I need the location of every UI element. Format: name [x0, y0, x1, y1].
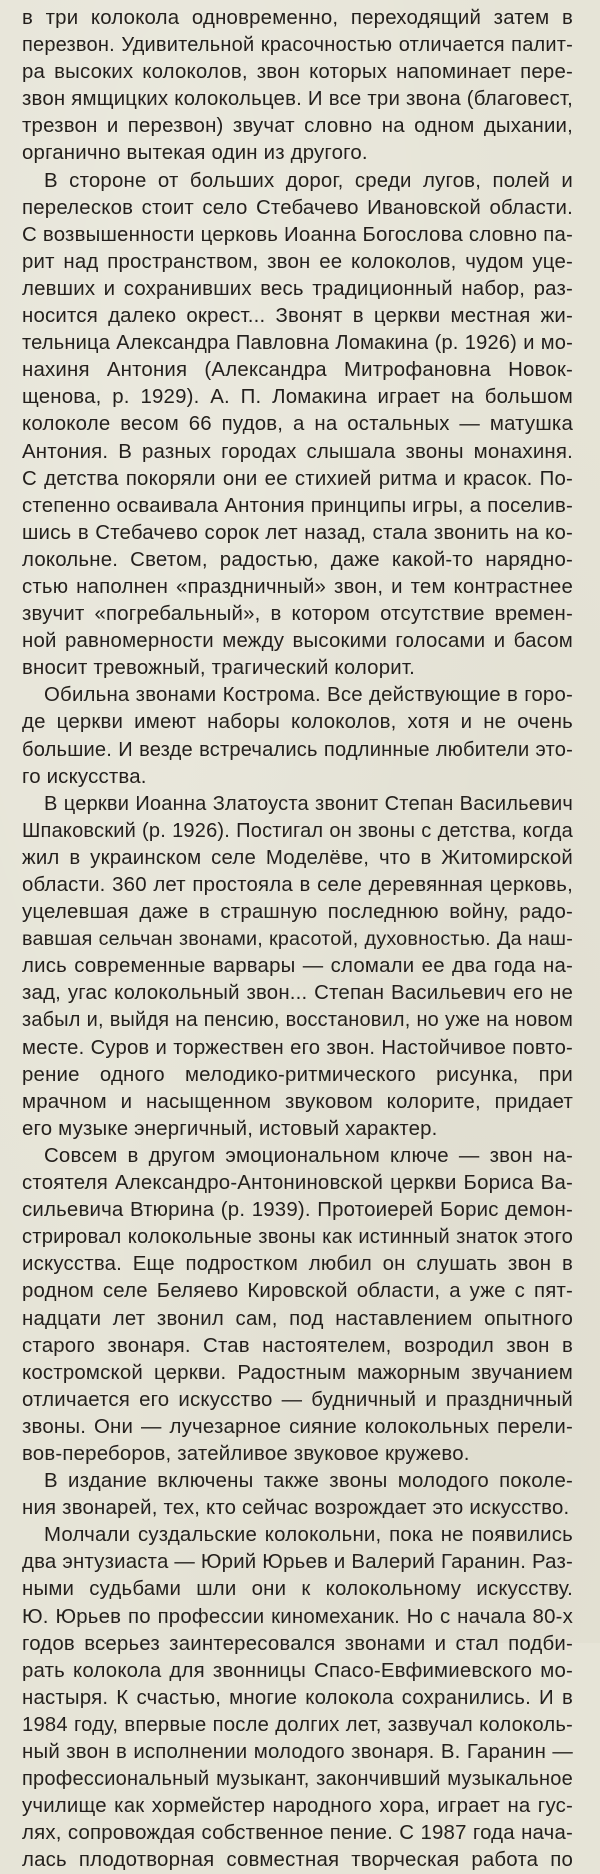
text-line: го искусства. — [22, 765, 147, 788]
text-line: искусства. Еще подростком любил он слушать звон в — [22, 1253, 573, 1276]
text-line: лись современные варвары — сломали ее два года на- — [22, 955, 573, 978]
text-line: Совсем в другом эмоциональном ключе — звон на- — [44, 1144, 573, 1167]
text-line: звон ямщицких колокольцев. И все три звона (благовест, — [22, 88, 573, 111]
paragraph — [22, 1468, 573, 1522]
text-line: вносит тревожный, трагический колорит. — [22, 657, 415, 680]
text-line: ный звон в исполнении молодого звонаря. В. Гаранин — — [22, 1741, 573, 1763]
text-line: профессиональный музыкант, закончивший музыкальное — [22, 1768, 573, 1791]
text-line: Шпаковский (р. 1926). Постигал он звоны с детства, когда — [22, 819, 573, 842]
text-line: старого звонаря. Став настоятелем, возродил звон в — [22, 1334, 573, 1357]
text-line: степенно осваивала Антония принципы игры, а поселив- — [22, 494, 573, 517]
text-line: 1984 году, впервые после долгих лет, зазвучал колоколь- — [22, 1713, 573, 1736]
text-line: В церкви Иоанна Златоуста звонит Степан Васильевич — [44, 792, 573, 815]
text-line: отличается его искусство — будничный и праздничный — [22, 1388, 573, 1411]
text-line: левших и сохранивших весь традиционный набор, раз- — [22, 277, 573, 300]
text-line: В издание включены также звоны молодого поколе- — [44, 1470, 573, 1493]
text-line: лях, сопровождая собственное пение. С 1987 года нача- — [22, 1822, 573, 1845]
paragraph — [22, 168, 573, 683]
text-line: рение одного мелодико-ритмического рисунка, при — [22, 1063, 573, 1086]
text-line: В стороне от больших дорог, среди лугов, полей и — [44, 169, 573, 192]
text-line: ра высоких колоколов, звон которых напоминает пере- — [22, 61, 573, 84]
text-line: С возвышенности церковь Иоанна Богослова словно па- — [22, 223, 573, 246]
paragraph — [22, 1143, 573, 1468]
text-line: Антония. В разных городах слышала звоны монахиня. — [22, 440, 573, 463]
text-line: костромской церкви. Радостным мажорным звучанием — [22, 1361, 573, 1384]
text-line: лась плодотворная совместная творческая работа по — [22, 1849, 573, 1872]
text-line: органично вытекая один из другого. — [22, 142, 368, 165]
text-line: Обильна звонами Кострома. Все действующие в горо- — [44, 684, 573, 707]
text-line: годов всерьез заинтересовался звонами и стал подби- — [22, 1632, 573, 1655]
text-line: С детства покоряли они ее стихией ритма и красок. По- — [22, 467, 573, 490]
text-line: тельница Александра Павловна Ломакина (р. 1926) и мо- — [22, 332, 573, 355]
paragraph — [22, 682, 573, 790]
text-line: звоны. Они — лучезарное сияние колокольных перели- — [22, 1415, 573, 1438]
text-line: де церкви имеют наборы колоколов, хотя и не очень — [22, 711, 573, 734]
text-line: стью наполнен «праздничный» звон, и тем контрастнее — [22, 575, 573, 598]
text-line: вавшая сельчан звонами, красотой, духовностью. Да наш- — [22, 928, 573, 951]
paragraph — [22, 1522, 573, 1874]
text-line: области. 360 лет простояла в селе деревянная церковь, — [22, 874, 573, 896]
text-line: Молчали суздальские колокольни, пока не появились — [44, 1524, 573, 1547]
text-line: шись в Стебачево сорок лет назад, стала звонить на ко- — [22, 521, 573, 544]
text-line: месте. Суров и торжествен его звон. Настойчивое повто- — [22, 1036, 573, 1059]
text-line: его музыке энергичный, истовый характер. — [22, 1117, 438, 1140]
text-line: сильевича Втюрина (р. 1939). Протоиерей Борис демон- — [22, 1199, 573, 1222]
text-line: забыл и, выйдя на пенсию, восстановил, но уже на новом — [22, 1009, 573, 1032]
text-line: ными судьбами шли они к колокольному искусству. — [22, 1578, 573, 1601]
text-line: ной равномерности между высокими голосами и басом — [22, 630, 573, 653]
text-line: Ю. Юрьев по профессии киномеханик. Но с начала 80-х — [22, 1605, 573, 1628]
text-line: перелесков стоит село Стебачево Ивановской области. — [22, 196, 573, 219]
text-line: колоколе весом 66 пудов, а на остальных — матушка — [22, 413, 573, 436]
text-line: рит над пространством, звон ее колоколов, чудом уце- — [22, 250, 573, 273]
paragraph — [22, 791, 573, 1143]
text-line: трезвон и перезвон) звучат словно на одном дыхании, — [22, 115, 573, 138]
text-line: настыря. К счастью, многие колокола сохранились. И в — [22, 1686, 573, 1709]
text-line: два энтузиаста — Юрий Юрьев и Валерий Гаранин. Раз- — [22, 1551, 573, 1574]
text-line: перезвон. Удивительной красочностью отличается палит- — [22, 34, 573, 57]
text-line: стоятеля Александро-Антониновской церкви Бориса Ва- — [22, 1172, 573, 1195]
text-line: в три колокола одновременно, переходящий затем в — [22, 7, 573, 29]
text-line: нахиня Антония (Александра Митрофановна Новок- — [22, 359, 573, 382]
text-line: носится далеко окрест... Звонят в церкви местная жи- — [22, 305, 573, 328]
text-line: локольне. Светом, радостью, даже какой-то наряднo- — [22, 548, 573, 571]
text-line: звучит «погребальный», в котором отсутствие времен- — [22, 603, 573, 626]
text-line: училище как хормейстер народного хора, играет на гус- — [22, 1795, 573, 1818]
text-line: мрачном и насыщенном звуковом колорите, придает — [22, 1090, 573, 1113]
text-line: щенова, р. 1929). А. П. Ломакина играет на большом — [22, 386, 573, 409]
text-line: ния звонарей, тех, кто сейчас возрождает это искусство. — [22, 1497, 570, 1520]
paragraph — [22, 5, 573, 168]
text-line: вов-переборов, затейливое звуковое кружево. — [22, 1442, 470, 1465]
text-line: жил в украинском селе Моделёве, что в Житомирской — [22, 846, 573, 869]
text-line: рать колокола для звонницы Спасо-Евфимиевского мо- — [22, 1659, 573, 1682]
text-line: родном селе Беляево Кировской области, а уже с пят- — [22, 1280, 573, 1303]
text-line: зад, угас колокольный звон... Степан Васильевич его не — [22, 982, 573, 1005]
text-line: большие. И везде встречались подлинные любители это- — [22, 738, 573, 761]
text-line: стрировал колокольные звоны как истинный знаток этого — [22, 1226, 573, 1249]
text-line: надцати лет звонил сам, под наставлением опытного — [22, 1307, 573, 1330]
text-line: уцелевшая даже в страшную последнюю войну, радо- — [22, 901, 573, 924]
